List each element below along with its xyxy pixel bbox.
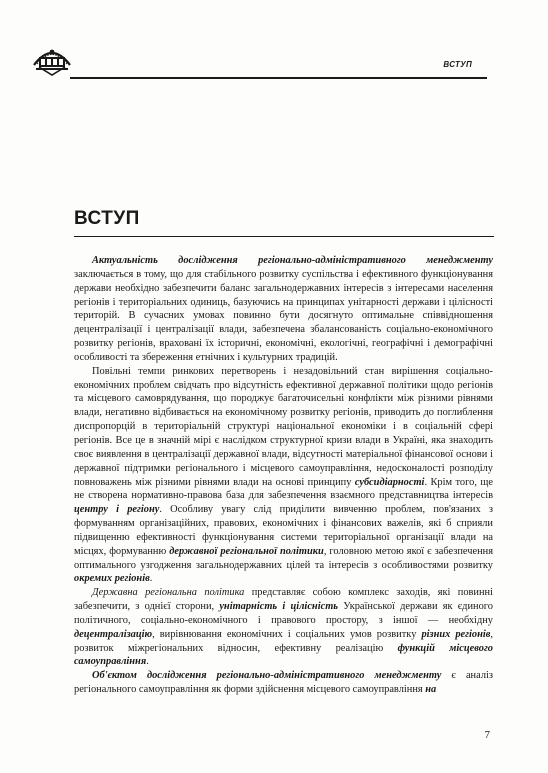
- paragraph: [74, 365, 493, 587]
- text-run: різних регіонів: [421, 628, 491, 640]
- body-text: [74, 254, 493, 697]
- text-run: функцій місцевого самоуправління: [74, 642, 493, 668]
- text-run: , вирівнювання економічних і соціальних умов розвитку: [152, 628, 422, 640]
- text-run: .: [149, 573, 153, 585]
- paragraph: [74, 669, 493, 697]
- text-run: . Крім того, ще не створена нормативно-правова база для забезпечення взаємного представництва інтересів: [74, 476, 493, 502]
- text-run: заключається в тому, що для стабільного розвитку суспільства і ефективного функціонування держави необхідно забезпечити баланс загальнодержавних інтересів з інтересами населення регіонів і територіальних одиниць, базуючись на принципах унітарності держави і цілісності територій. В сучасних умовах повинно бути досягнуто оптимальне співвідношення децентралізації і централізації влади, забезпечена збалансованість соціально-економічного розвитку регіонів, враховані їх історичні, економічні, екологічні, географічні і демографічні особливості та збереження етнічних і культурних традицій.: [74, 268, 493, 363]
- text-run: Актуальність дослідження регіонально-адміністративного менеджменту: [92, 255, 493, 266]
- text-run: Державна регіональна політика: [92, 587, 245, 599]
- text-run: Об'єктом дослідження регіонально-адміністративного менеджменту: [92, 670, 442, 682]
- text-run: є аналіз регіонального самоуправління як форми здійснення місцевого самоуправління: [74, 670, 493, 696]
- text-run: центру і регіону: [74, 504, 160, 516]
- text-run: унітарність і цілісність: [219, 601, 339, 613]
- chapter-title: ВСТУП: [74, 208, 140, 229]
- paragraph: [74, 254, 493, 365]
- header-rule: [70, 77, 487, 79]
- text-run: окремих регіонів: [74, 573, 150, 585]
- text-run: , розвиток міжрегіональних відносин, ефективну реалізацію: [74, 628, 493, 654]
- text-run: державної регіональної політики: [169, 545, 324, 557]
- text-run: . Особливу увагу слід приділити вивченню проблем, пов'язаних з формуванням організаційних, правових, економічних і фінансових важелів, які б сприяли підвищенню ефективності функціонування системи територіальної організації влади на місцях, формуванню: [74, 504, 493, 557]
- text-run: децентралізацію: [74, 628, 153, 640]
- text-run: субсидіарності: [354, 476, 425, 488]
- text-run: Української держави як єдиного політичного, соціально-економічного і правового простору, з іншої — необхідну: [74, 601, 493, 626]
- text-run: представляє собою комплекс заходів, які повинні забезпечити, з однієї сторони,: [74, 587, 494, 613]
- text-run: Повільні темпи ринкових перетворень і незадовільний стан вирішення соціально-економічних проблем свідчать про відсутність ефективної державної політики щодо регіонів та місцевого самоврядування, що породжує багаточисельні конфлікти між різними рівнями влади, негативно відбивається на економічному розвитку регіонів, приводить до поглиблення диспропорцій в територіальній структурі національної економіки і в соціальній сфері регіонів. Все це в значній мірі є наслідком структурної кризи влади в Україні, яка знаходить своє виявлення в централізації державної влади, відсутності матеріальної фінансової основи і державної підтримки регіонального і місцевого самоуправління, недосконалості розподілу повноважень між різними рівнями влади на основі принципу: [74, 365, 493, 488]
- paragraph: [74, 586, 493, 669]
- text-run: , головною метою якої є забезпечення оптимального узгодження загальнодержавних цілей та інтересів з особливостями розвитку: [74, 545, 494, 571]
- text-run: .: [146, 656, 149, 668]
- page-number: 7: [484, 729, 490, 741]
- text-run: на: [425, 684, 437, 696]
- running-header: ВСТУП: [443, 60, 472, 69]
- title-rule: [74, 236, 494, 237]
- university-crest-logo: [30, 39, 74, 79]
